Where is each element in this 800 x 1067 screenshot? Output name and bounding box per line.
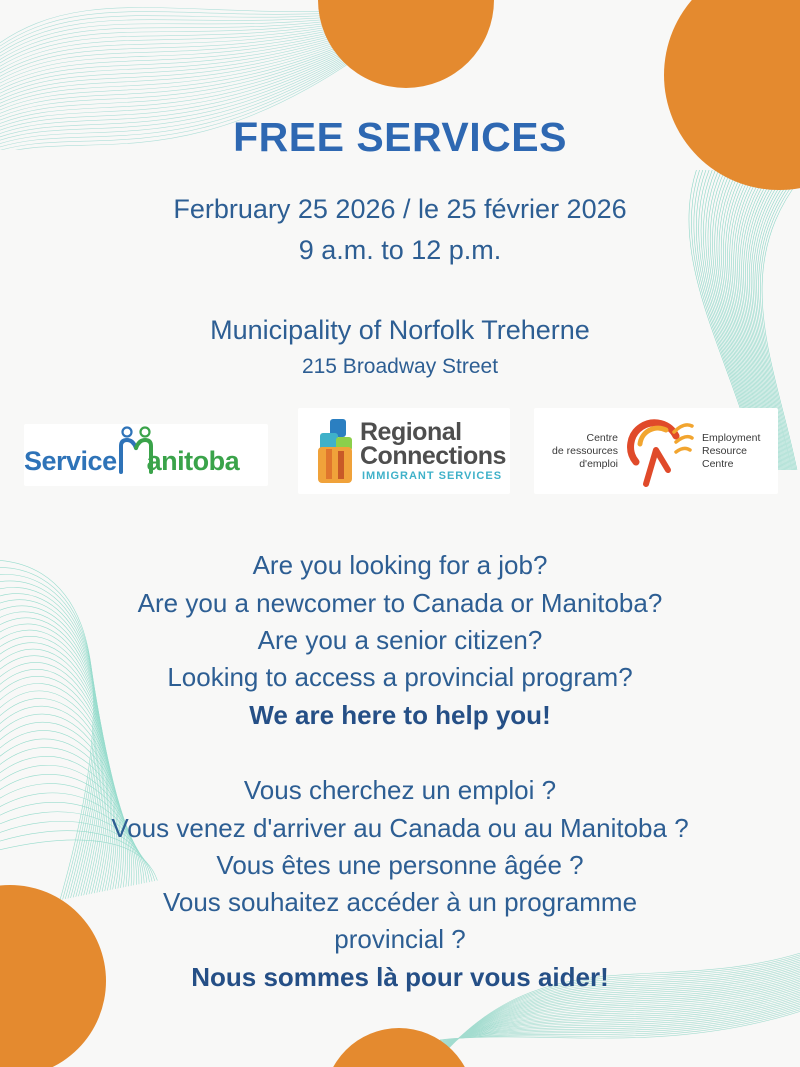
event-time: 9 a.m. to 12 p.m.	[298, 235, 502, 265]
orange-circle-top	[318, 0, 494, 88]
regional-connections-logo	[298, 408, 510, 494]
french-question-job: Vous cherchez un emploi ?	[243, 775, 557, 805]
english-tagline: We are here to help you!	[249, 700, 551, 730]
french-tagline: Nous sommes là pour vous aider!	[191, 962, 609, 992]
regional-text: Regional	[360, 418, 462, 446]
english-question-job: Are you looking for a job?	[252, 550, 548, 580]
service-manitoba-logo	[24, 424, 268, 486]
english-question-newcomer: Are you a newcomer to Canada or Manitoba?	[137, 588, 663, 618]
erc-emblem-icon	[622, 416, 696, 488]
erc-english-name: Employment Resource Centre	[702, 432, 761, 470]
orange-circle-bottom	[324, 1028, 474, 1067]
english-question-senior: Are you a senior citizen?	[257, 625, 543, 655]
french-question-program-line1: Vous souhaitez accéder à un programme	[162, 887, 638, 917]
immigrant-services-text: IMMIGRANT SERVICES	[362, 470, 503, 482]
connections-text: Connections	[360, 442, 506, 470]
employment-resource-centre-logo	[534, 408, 778, 494]
erc-french-name: Centre de ressources d'emploi	[552, 432, 618, 470]
wave-lines-bottom-right	[440, 940, 800, 1067]
regional-connections-emblem-icon	[316, 417, 356, 485]
event-date: Ferbruary 25 2026 / le 25 février 2026	[173, 194, 627, 224]
french-question-program-line2: provincial ?	[334, 924, 466, 954]
logo-service-text: Service	[24, 446, 117, 476]
page-title: FREE SERVICES	[233, 114, 567, 160]
french-question-senior: Vous êtes une personne âgée ?	[216, 850, 584, 880]
event-venue: Municipality of Norfolk Treherne	[210, 315, 590, 345]
french-question-newcomer: Vous venez d'arriver au Canada ou au Manitoba ?	[111, 813, 689, 843]
event-address: 215 Broadway Street	[301, 355, 499, 378]
orange-circle-top-right	[664, 0, 800, 190]
people-m-icon	[118, 426, 154, 476]
english-question-program: Looking to access a provincial program?	[167, 662, 633, 692]
logo-manitoba-text: anitoba	[146, 446, 240, 476]
